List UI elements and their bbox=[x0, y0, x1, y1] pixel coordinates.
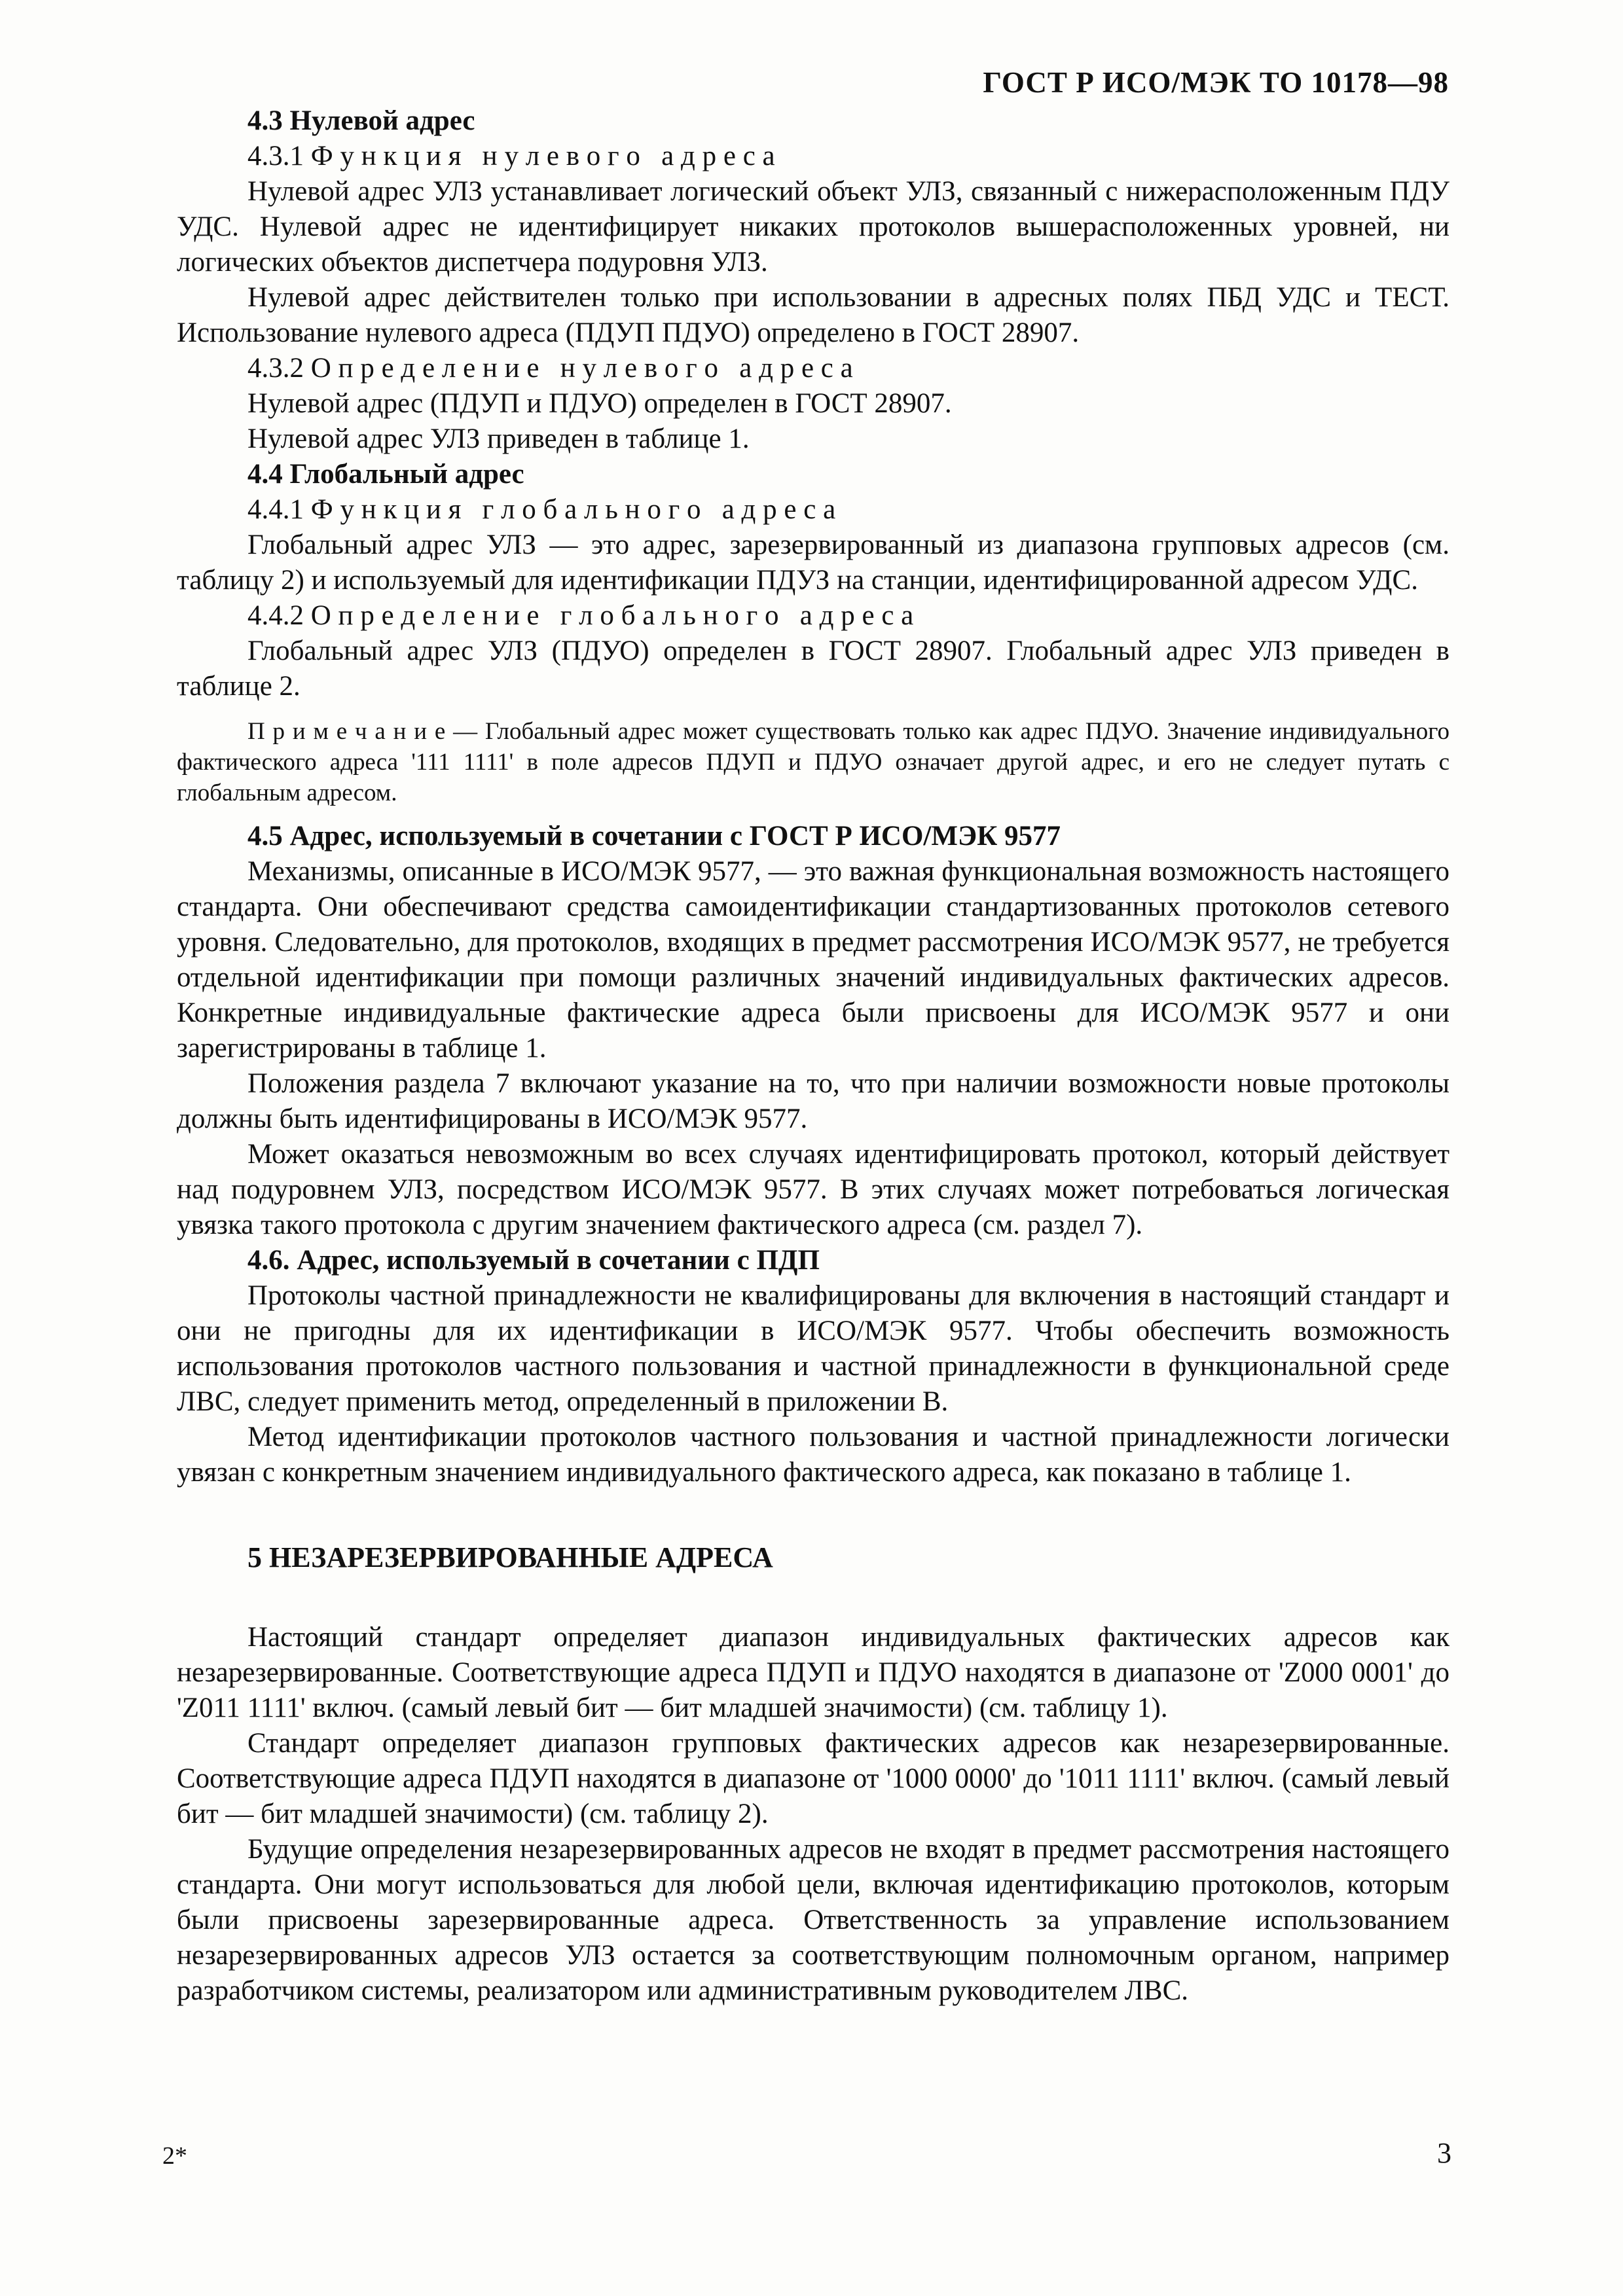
subsection-heading: 4.4 Глобальный адрес bbox=[247, 459, 524, 490]
clause-heading: 4.3.1 Ф у н к ц и я н у л е в о г о а д р е с а bbox=[247, 141, 775, 171]
subsection-heading: 4.3 Нулевой адрес bbox=[247, 105, 475, 136]
document-title-header: ГОСТ Р ИСО/МЭК ТО 10178—98 bbox=[983, 66, 1449, 99]
paragraph: Протоколы частной принадлежности не квалифицированы для включения в настоящий стандарт и они не пригодны для их идентификации в ИСО/МЭК 9577. Чтобы обеспечить возможность использования протоколов частного пользования и частной принадлежности в функциональной среде ЛВС, следует применить метод, определенный в приложении В. bbox=[177, 1280, 1450, 1417]
clause-heading: 4.3.2 О п р е д е л е н и е н у л е в о г о а д р е с а bbox=[247, 353, 853, 384]
clause-heading: 4.4.2 О п р е д е л е н и е г л о б а л ь н о г о а д р е с а bbox=[247, 600, 914, 631]
subsection-heading: 4.6. Адрес, используемый в сочетании с ПДП bbox=[247, 1245, 820, 1276]
footer-page-number: 3 bbox=[1437, 2137, 1451, 2169]
paragraph: Настоящий стандарт определяет диапазон индивидуальных фактических адресов как незарезервированные. Соответствующие адреса ПДУП и ПДУО находятся в диапазоне от 'Z000 0001' до 'Z011 1111' включ. (самый левый бит — бит младшей значимости) (см. таблицу 1). bbox=[177, 1622, 1450, 1723]
paragraph: Стандарт определяет диапазон групповых фактических адресов как незарезервированные. Соответствующие адреса ПДУП находятся в диапазоне от '1000 0000' до '1011 1111' включ. (самый левый бит — бит младшей значимости) (см. таблицу 2). bbox=[177, 1728, 1450, 1829]
footer-sheet-mark: 2* bbox=[162, 2142, 187, 2170]
paragraph: Будущие определения незарезервированных адресов не входят в предмет рассмотрения настоящего стандарта. Они могут использоваться для любой цели, включая идентификацию протоколов, которым были присвоены зарезервированные адреса. Ответственность за управление использованием незарезервированных адресов УЛЗ остается за соответствующим полномочным органом, например разработчиком системы, реализатором или административным руководителем ЛВС. bbox=[177, 1834, 1450, 2006]
paragraph: Нулевой адрес УЛЗ устанавливает логический объект УЛЗ, связанный с нижерасположенным ПДУ УДС. Нулевой адрес не идентифицирует никаких протоколов вышерасположенных уровней, ни логических объектов диспетчера подуровня УЛЗ. bbox=[177, 176, 1450, 278]
document-content bbox=[177, 103, 1450, 2009]
paragraph: Может оказаться невозможным во всех случаях идентифицировать протокол, который действует над подуровнем УЛЗ, посредством ИСО/МЭК 9577. В этих случаях может потребоваться логическая увязка такого протокола с другим значением фактического адреса (см. раздел 7). bbox=[177, 1139, 1450, 1240]
paragraph: Нулевой адрес (ПДУП и ПДУО) определен в ГОСТ 28907. bbox=[247, 388, 952, 419]
section-heading: 5 НЕЗАРЕЗЕРВИРОВАННЫЕ АДРЕСА bbox=[247, 1541, 773, 1573]
subsection-heading: 4.5 Адрес, используемый в сочетании с ГОСТ Р ИСО/МЭК 9577 bbox=[247, 821, 1061, 852]
note-paragraph: П р и м е ч а н и е — Глобальный адрес может существовать только как адрес ПДУО. Значение индивидуального фактического адреса '111 1111' в поле адресов ПДУП и ПДУО означает другой адрес, и его не следует путать с глобальным адресом. bbox=[177, 718, 1450, 806]
paragraph: Положения раздела 7 включают указание на то, что при наличии возможности новые протоколы должны быть идентифицированы в ИСО/МЭК 9577. bbox=[177, 1068, 1450, 1134]
paragraph: Метод идентификации протоколов частного пользования и частной принадлежности логически увязан с конкретным значением индивидуального фактического адреса, как показано в таблице 1. bbox=[177, 1422, 1450, 1488]
paragraph: Глобальный адрес УЛЗ — это адрес, зарезервированный из диапазона групповых адресов (см. таблицу 2) и используемый для идентификации ПДУЗ на станции, идентифицированной адресом УДС. bbox=[177, 529, 1450, 596]
paragraph: Нулевой адрес УЛЗ приведен в таблице 1. bbox=[247, 423, 750, 454]
paragraph: Глобальный адрес УЛЗ (ПДУО) определен в ГОСТ 28907. Глобальный адрес УЛЗ приведен в таблице 2. bbox=[177, 636, 1450, 702]
clause-heading: 4.4.1 Ф у н к ц и я г л о б а л ь н о г о а д р е с а bbox=[247, 494, 836, 525]
paragraph: Нулевой адрес действителен только при использовании в адресных полях ПБД УДС и ТЕСТ. Использование нулевого адреса (ПДУП ПДУО) определено в ГОСТ 28907. bbox=[177, 282, 1450, 348]
paragraph: Механизмы, описанные в ИСО/МЭК 9577, — это важная функциональная возможность настоящего стандарта. Они обеспечивают средства самоидентификации стандартизованных протоколов сетевого уровня. Следовательно, для протоколов, входящих в предмет рассмотрения ИСО/МЭК 9577, не требуется отдельной идентификации при помощи различных значений индивидуальных фактических адресов. Конкретные индивидуальные фактические адреса были присвоены для ИСО/МЭК 9577 и они зарегистрированы в таблице 1. bbox=[177, 856, 1450, 1064]
